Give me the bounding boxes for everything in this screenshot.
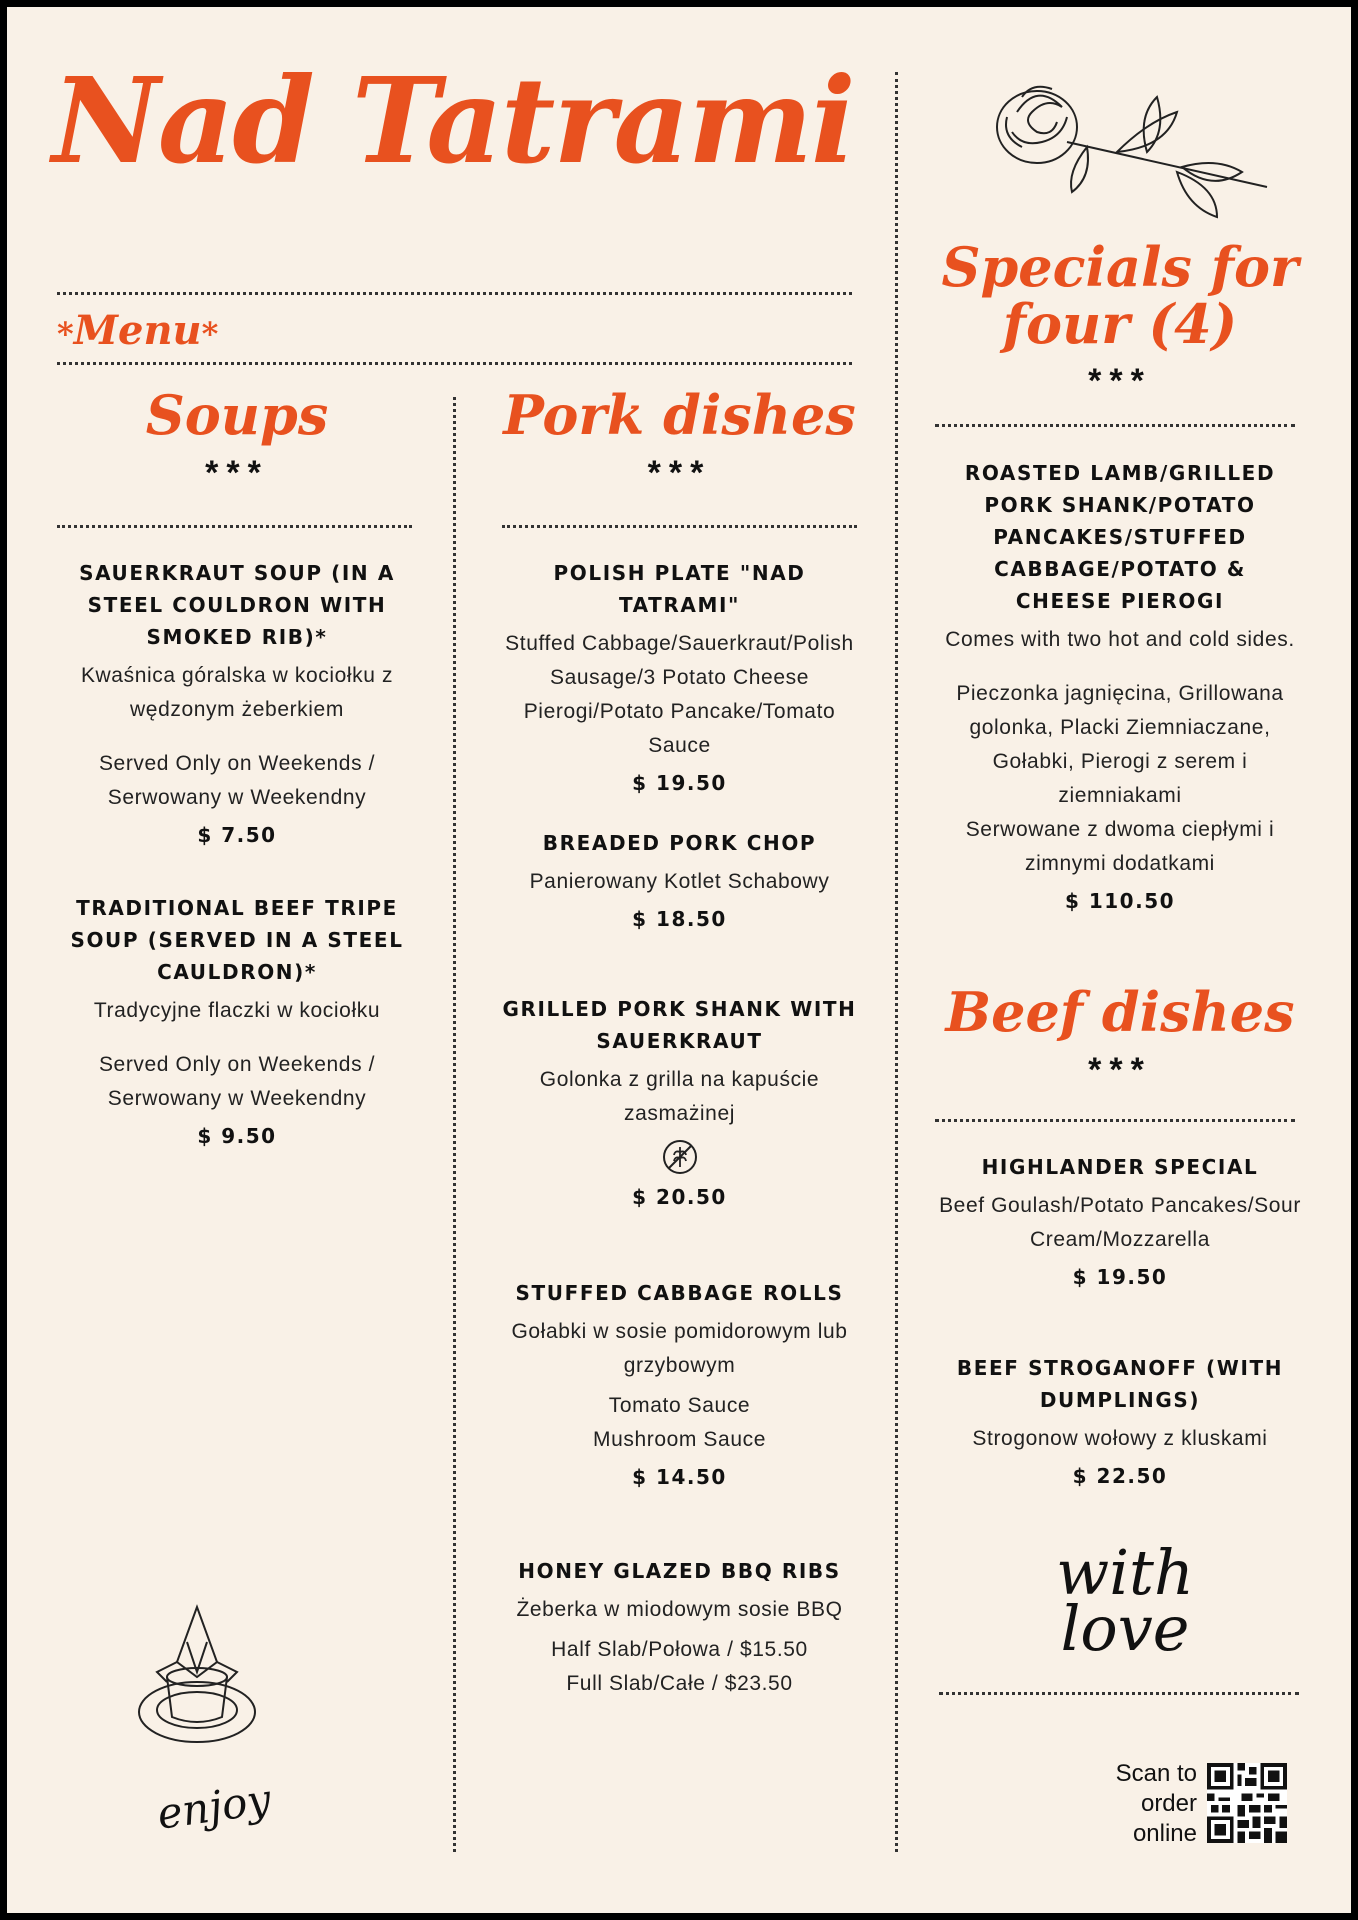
specials-title-line1: Specials for — [941, 235, 1299, 299]
menu-label — [57, 307, 218, 354]
specials-title-line2: four (4) — [1002, 291, 1238, 356]
item-price: $ 14.50 — [632, 1465, 727, 1489]
item-description: Gołabki w sosie pomidorowym lub grzybowym — [511, 1320, 848, 1377]
pork-stars: *** — [647, 453, 712, 492]
item-description: Strogonow wołowy z kluskami — [972, 1427, 1268, 1450]
menu-label-text: Menu — [73, 307, 202, 354]
with-love-line1: with — [1056, 1536, 1194, 1609]
item-name: GRILLED PORK SHANK WITH SAUERKRAUT — [502, 997, 857, 1053]
beef-header — [935, 980, 1305, 1090]
scan-to-order-text — [1077, 1759, 1197, 1849]
item-price: $ 19.50 — [1072, 1265, 1168, 1289]
menu-item — [497, 1555, 862, 1701]
item-polish-description: Pieczonka jagnięcina, Grillowana golonka, Placki Ziemniaczane, Gołabki, Pierogi z serem i ziemniakami — [956, 682, 1284, 807]
soups-column — [57, 383, 417, 1187]
pork-column — [497, 383, 862, 1827]
menu-item — [935, 1151, 1305, 1289]
item-name: ROASTED LAMB/GRILLED PORK SHANK/POTATO PANCAKES/STUFFED CABBAGE/POTATO & CHEESE PIEROGI — [964, 461, 1276, 613]
menu-item — [935, 1352, 1305, 1488]
pork-divider — [502, 525, 857, 528]
menu-item — [57, 892, 417, 1148]
napkin-cup-illustration — [132, 1602, 262, 1752]
gluten-free-icon — [660, 1137, 700, 1177]
with-love-line2: love — [1060, 1591, 1190, 1665]
item-option: Full Slab/Całe / $23.50 — [566, 1672, 793, 1695]
item-description: Comes with two hot and cold sides. — [945, 628, 1295, 651]
item-price: $ 110.50 — [1064, 889, 1176, 913]
menu-divider-bottom — [57, 362, 852, 365]
menu-item — [497, 993, 862, 1209]
item-option: Tomato Sauce — [608, 1394, 751, 1417]
item-name: STUFFED CABBAGE ROLLS — [515, 1281, 844, 1305]
menu-item — [497, 1277, 862, 1489]
specials-stars: *** — [1088, 362, 1152, 401]
with-love-signature — [975, 1536, 1275, 1665]
specials-title — [935, 235, 1305, 356]
soups-stars: *** — [205, 453, 269, 492]
item-polish-note: Serwowane z dwoma ciepłymi i zimnymi dodatkami — [965, 818, 1275, 875]
menu-item — [57, 557, 417, 847]
menu-page — [7, 7, 1351, 1913]
rose-illustration — [967, 72, 1277, 222]
column-separator-2 — [895, 72, 898, 1852]
item-name: BREADED PORK CHOP — [542, 831, 817, 855]
soups-title: Soups — [145, 383, 329, 447]
column-separator-1 — [453, 397, 456, 1852]
item-price: $ 18.50 — [632, 907, 727, 931]
enjoy-signature: enjoy — [154, 1774, 274, 1839]
menu-item — [497, 827, 862, 931]
item-name: HIGHLANDER SPECIAL — [981, 1155, 1259, 1179]
item-price: $ 19.50 — [632, 771, 727, 795]
scan-line3: online — [1132, 1820, 1197, 1847]
item-description: Beef Goulash/Potato Pancakes/Sour Cream/Mozzarella — [939, 1194, 1301, 1251]
menu-item — [935, 457, 1305, 913]
item-name: POLISH PLATE "NAD TATRAMI" — [553, 561, 806, 617]
beef-stars: *** — [1088, 1050, 1152, 1089]
scan-line2: order — [1140, 1790, 1197, 1817]
item-note: Served Only on Weekends / Serwowany w Weekendny — [98, 1053, 376, 1110]
menu-item — [497, 557, 862, 795]
specials-divider — [935, 424, 1295, 427]
item-description: Stuffed Cabbage/Sauerkraut/Polish Sausage/3 Potato Cheese Pierogi/Potato Pancake/Tomato Sauce — [505, 632, 854, 757]
menu-star-right: * — [201, 315, 219, 353]
beef-divider — [935, 1119, 1295, 1122]
item-note: Served Only on Weekends / Serwowany w Weekendny — [98, 752, 376, 809]
menu-star-left: * — [57, 315, 74, 353]
item-price: $ 9.50 — [197, 1124, 277, 1148]
pork-title: Pork dishes — [503, 383, 856, 447]
scan-line1: Scan to — [1115, 1760, 1197, 1787]
item-price: $ 20.50 — [632, 1185, 727, 1209]
item-description: Golonka z grilla na kapuście zasmażinej — [539, 1068, 820, 1125]
item-name: HONEY GLAZED BBQ RIBS — [518, 1559, 841, 1583]
item-description: Panierowany Kotlet Schabowy — [529, 870, 830, 893]
item-name: BEEF STROGANOFF (WITH DUMPLINGS) — [956, 1356, 1284, 1412]
item-description: Kwaśnica góralska w kociołku z wędzonym żeberkiem — [80, 664, 394, 721]
item-name: SAUERKRAUT SOUP (IN A STEEL COULDRON WITH SMOKED RIB)* — [79, 561, 395, 649]
item-description: Tradycyjne flaczki w kociołku — [93, 999, 381, 1022]
beef-title: Beef dishes — [945, 980, 1295, 1044]
qr-code[interactable] — [1207, 1763, 1287, 1843]
item-price: $ 7.50 — [197, 823, 277, 847]
item-option: Mushroom Sauce — [593, 1428, 766, 1451]
restaurant-title: Nad Tatrami — [52, 51, 854, 190]
item-option: Half Slab/Połowa / $15.50 — [551, 1638, 808, 1661]
soups-divider — [57, 525, 412, 528]
item-price: $ 22.50 — [1072, 1464, 1168, 1488]
menu-divider-top — [57, 292, 852, 295]
bottom-divider — [939, 1692, 1299, 1695]
item-description: Żeberka w miodowym sosie BBQ — [516, 1598, 843, 1621]
item-name: TRADITIONAL BEEF TRIPE SOUP (SERVED IN A STEEL CAULDRON)* — [70, 896, 404, 984]
